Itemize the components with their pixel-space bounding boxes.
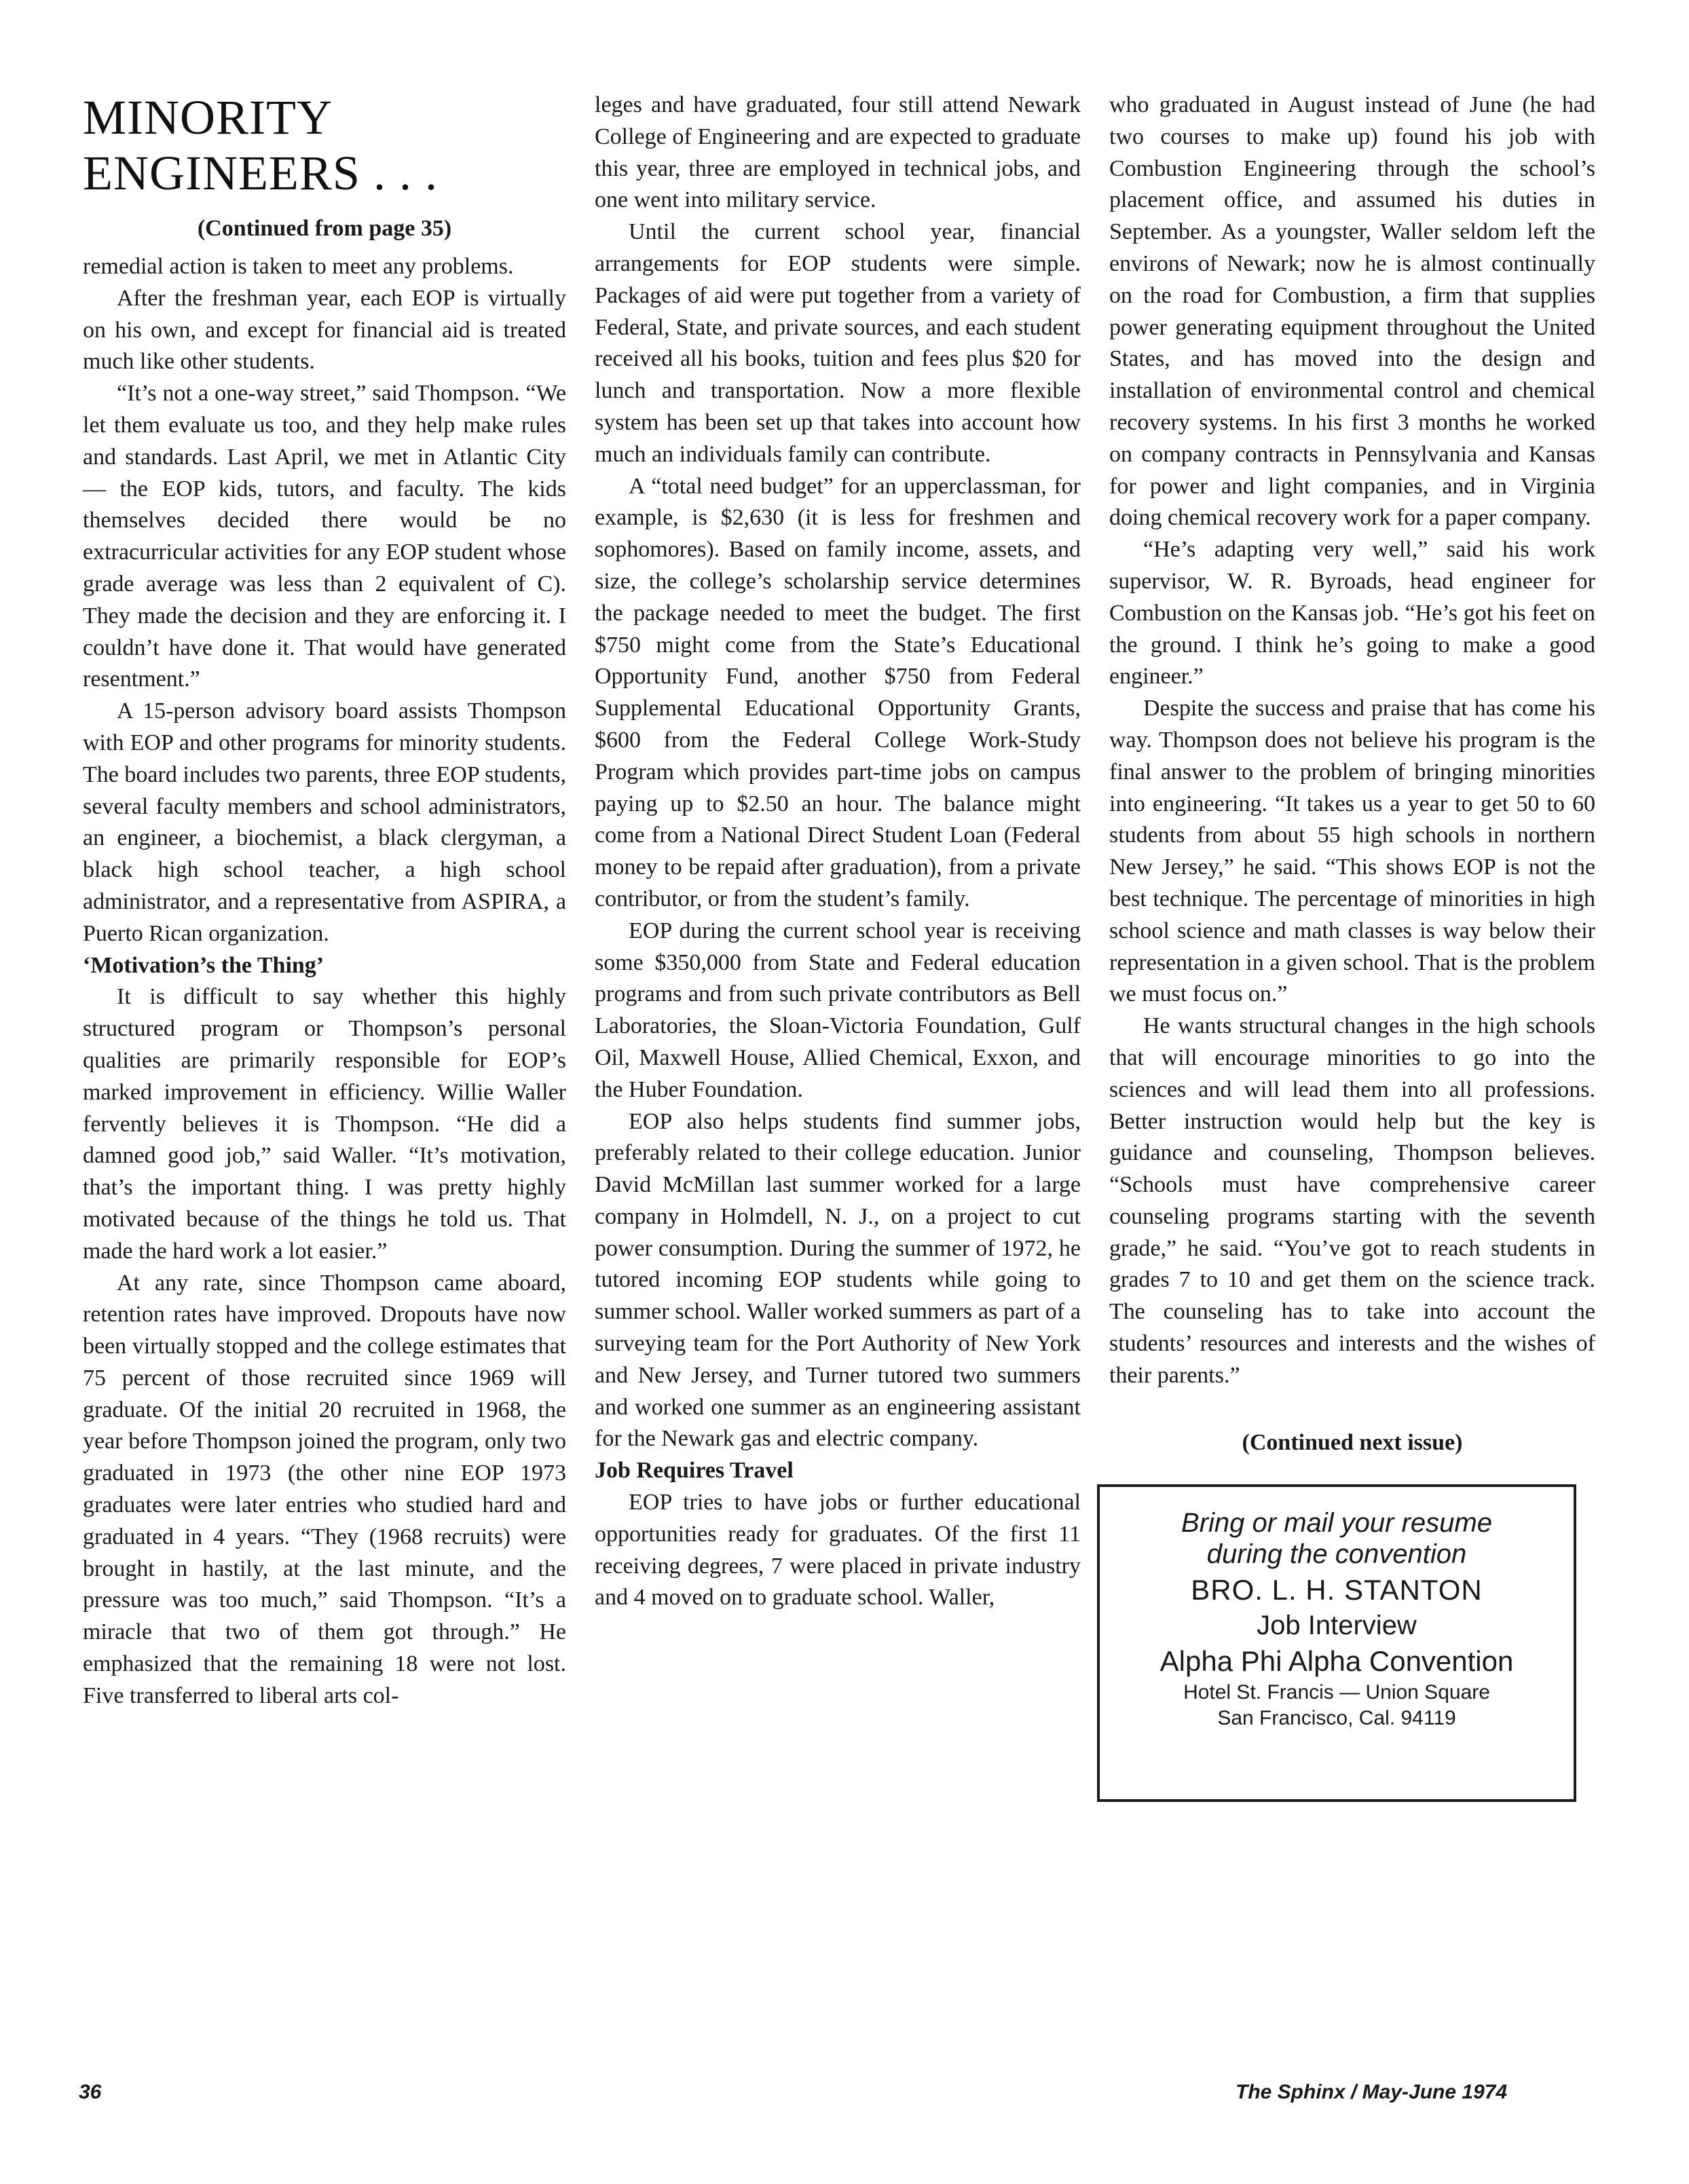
ad-hotel: Hotel St. Francis — Union Square: [1183, 1680, 1490, 1703]
paragraph: He wants structural changes in the high schools that will encourage minorities to go into the sciences and will lead them into all professions. Better instruction would help but the key is guidance and counseling, Thompson believes. “Schools must have comprehensive career counseling programs starting with the seventh grade,” he said. “You’ve got to reach students in grades 7 to 10 and get them on the science track. The counseling has to take into account the students’ resources and interests and the wishes of their parents.”: [1109, 1013, 1595, 1388]
paragraph: who graduated in August instead of June (he had two courses to make up) found his job with Combustion Engineering through the school’s placement office, and assumed his duties in September. As a youngster, Waller seldom left the environs of Newark; now he is almost continually on the road for Combustion, a firm that supplies power generating equipment throughout the United States, and has moved into the design and installation of environmental control and chemical recovery systems. In his first 3 months he worked on company contracts in Pennsylvania and Kansas for power and light companies, and in Virginia doing chemical recovery work for a paper company.: [1109, 92, 1595, 531]
paragraph: “It’s not a one-way street,” said Thompson. “We let them evaluate us too, and they help make rules and standards. Last April, we met in Atlantic City — the EOP kids, tutors, and faculty. The kids themselves decided there would be no extracurricular activities for any EOP student whose grade average was less than 2 equivalent of C). They made the decision and they are enforcing it. I couldn’t have done it. That would have generated resentment.”: [83, 381, 566, 692]
column-2: [595, 90, 1081, 1614]
paragraph: A 15-person advisory board assists Thompson with EOP and other programs for minority students. The board includes two parents, three EOP students, several faculty members and school administrators, an engineer, a biochemist, a black clergyman, a black high school teacher, a high school administrator, and a representative from ASPIRA, a Puerto Rican organization.: [83, 698, 566, 946]
ad-line-2: during the convention: [1206, 1539, 1467, 1569]
article-title: [83, 90, 566, 201]
ad-job-interview: Job Interview: [1257, 1610, 1417, 1640]
ad-convention: Alpha Phi Alpha Convention: [1159, 1644, 1514, 1677]
title-line-2: ENGINEERS . . .: [83, 146, 438, 200]
ad-line-1: Bring or mail your resume: [1181, 1507, 1492, 1538]
paragraph: remedial action is taken to meet any problems.: [83, 254, 514, 279]
resume-ad-box: [1097, 1484, 1576, 1802]
title-line-1: MINORITY: [83, 90, 333, 145]
paragraph: EOP also helps students find summer jobs, preferably related to their college education. Junior David McMillan last summer worked for a large company in Holmdell, N. J., on a project to cut power consumption. During the summer of 1972, he tutored incoming EOP students while going to summer school. Waller worked summers as part of a surveying team for the Port Authority of New York and New Jersey, and Turner tutored two summers and worked one summer as an engineering assistant for the Newark gas and electric company.: [595, 1108, 1081, 1452]
paragraph: A “total need budget” for an upperclassman, for example, is $2,630 (it is less for freshmen and sophomores). Based on family income, assets, and size, the college’s scholarship service determines the package needed to meet the budget. The first $750 might come from the State’s Educational Opportunity Fund, another $750 from Federal Supplemental Educational Opportunity Grants, $600 from the Federal College Work-Study Program which provides part-time jobs on campus paying up to $2.50 an hour. The balance might come from a National Direct Student Loan (Federal money to be repaid after graduation), from a private contributor, or from the student’s family.: [595, 473, 1081, 911]
paragraph: EOP tries to have jobs or further educational opportunities ready for graduates. Of the first 11 receiving degrees, 7 were placed in private industry and 4 moved on to graduate school. Waller,: [595, 1490, 1081, 1611]
paragraph: At any rate, since Thompson came aboard, retention rates have improved. Dropouts have now been virtually stopped and the college estimates that 75 percent of those recruited since 1969 will graduate. Of the initial 20 recruited in 1968, the year before Thompson joined the program, only two graduated in 1973 (the other nine EOP 1973 graduates were later entries who studied hard and graduated in 4 years. “They (1968 recruits) were brought in hastily, at the last minute, and the pressure was too much,” said Thompson. “It’s a miracle that two of them got through.” He emphasized that the remaining 18 were not lost. Five transferred to liberal arts col-: [83, 1270, 566, 1708]
continued-next-note: (Continued next issue): [1242, 1429, 1463, 1455]
publication-footer: The Sphinx / May-June 1974: [1236, 2081, 1508, 2103]
ad-contact-name: BRO. L. H. STANTON: [1191, 1573, 1483, 1606]
paragraph: After the freshman year, each EOP is virtually on his own, and except for financial aid is treated much like other students.: [83, 285, 566, 375]
paragraph: “He’s adapting very well,” said his work supervisor, W. R. Byroads, head engineer for Combustion on the Kansas job. “He’s got his feet on the ground. I think he’s going to make a good engineer.”: [1109, 537, 1595, 690]
column-3: [1109, 90, 1595, 1802]
paragraph: leges and have graduated, four still attend Newark College of Engineering and are expected to graduate this year, three are employed in technical jobs, and one went into military service.: [595, 92, 1081, 213]
subheading-motivation: ‘Motivation’s the Thing’: [83, 952, 324, 978]
page-number: 36: [79, 2081, 102, 2103]
subheading-job-travel: Job Requires Travel: [595, 1458, 794, 1484]
paragraph: Despite the success and praise that has come his way. Thompson does not believe his program is the final answer to the problem of bringing minorities into engineering. “It takes us a year to get 50 to 60 students from about 55 high schools in northern New Jersey,” he said. “This shows EOP is not the best technique. The percentage of minorities in high school science and math classes is way below their representation in a given school. That is the problem we must focus on.”: [1109, 696, 1595, 1007]
column-1: [83, 90, 566, 1712]
paragraph: EOP during the current school year is receiving some $350,000 from State and Federal education programs and from such private contributors as Bell Laboratories, the Sloan-Victoria Foundation, Gulf Oil, Maxwell House, Allied Chemical, Exxon, and the Huber Foundation.: [595, 918, 1081, 1102]
paragraph: It is difficult to say whether this highly structured program or Thompson’s personal qualities are primarily responsible for EOP’s marked improvement in efficiency. Willie Waller fervently believes it is Thompson. “He did a damned good job,” said Waller. “It’s motivation, that’s the important thing. I was pretty highly motivated because of the things he told us. That made the hard work a lot easier.”: [83, 984, 566, 1264]
continued-from-note: (Continued from page 35): [197, 216, 452, 241]
paragraph: Until the current school year, financial arrangements for EOP students were simple. Packages of aid were put together from a variety of Federal, State, and private sources, and each student received all his books, tuition and fees plus $20 for lunch and transportation. Now a more flexible system has been set up that takes into account how much an individuals family can contribute.: [595, 219, 1081, 467]
ad-city: San Francisco, Cal. 94119: [1217, 1706, 1456, 1729]
